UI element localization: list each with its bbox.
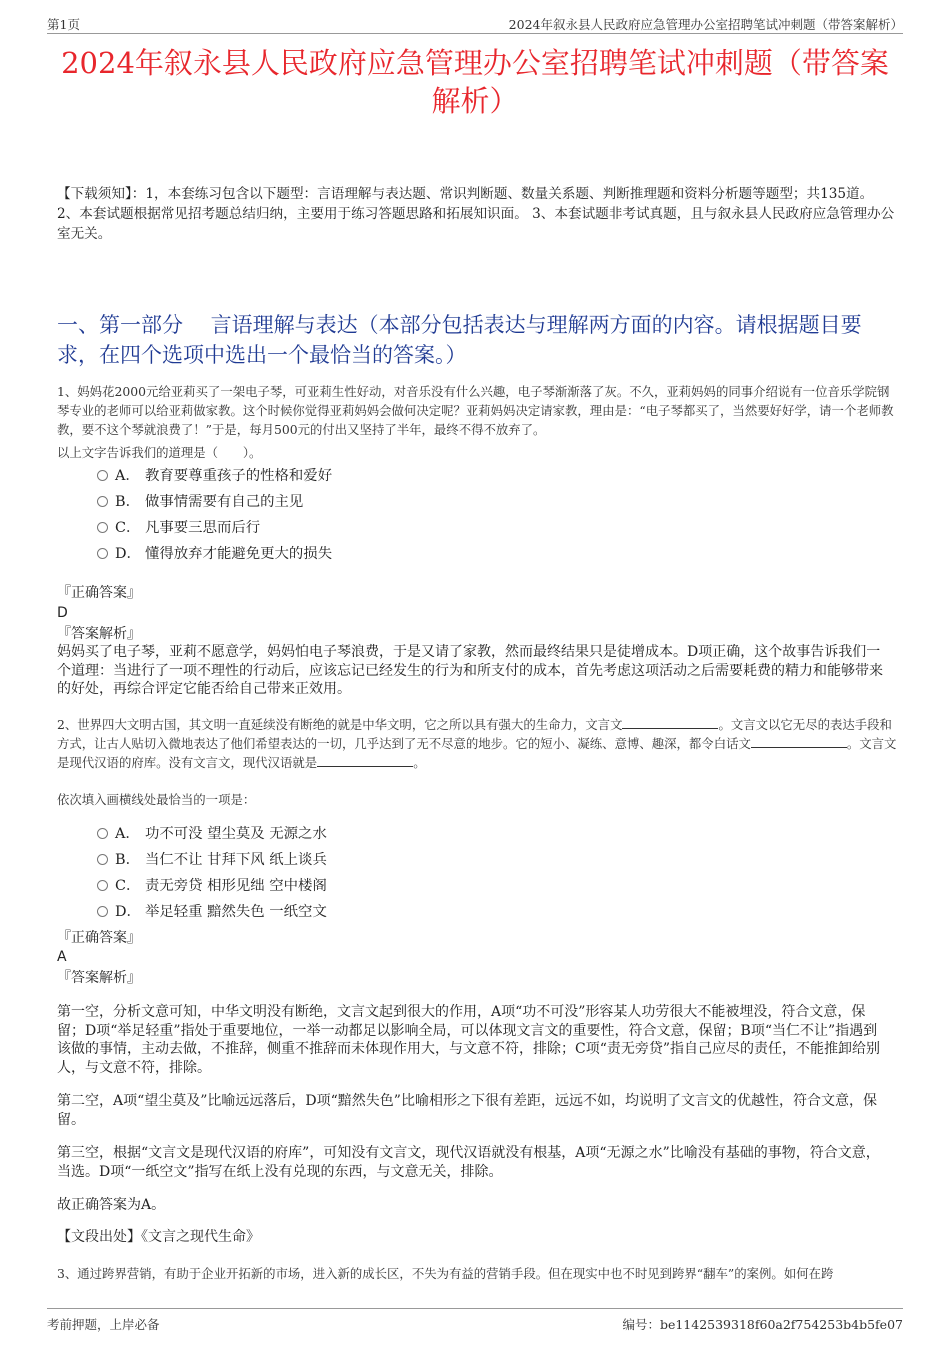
answer-value: A bbox=[57, 949, 67, 965]
document-page: 第1页 2024年叙永县人民政府应急管理办公室招聘笔试冲刺题（带答案解析） 2024年叙永县人民政府应急管理办公室招聘笔试冲刺题（带答案解析） 【下载须知】：1，本套练习包含以下题型：言语理解与表达题、常识判断题、数量关系题、判断推理题和资料分析题等题型；共135道。 2、本套试题根据常见招考题总结归纳，主要用于练习答题思路和拓展知识面。 3、本套试题非考试真题，且与叙永县人民政府应急管理办公室无关。 一、第一部分 言语理解与表达（本部分包括表达与理解两方面的内容。请根据题目要求，在四个选项中选出一个最恰当的答案。） 1、妈妈花2000元给亚莉买了一架电子琴，可亚莉生性好动，对音乐没有什么兴趣，电子琴渐渐落了灰。不久，亚莉妈妈的同事介绍说有一位音乐学院钢琴专业的老师可以给亚莉做家教。这个时候你觉得亚莉妈妈会做何决定呢？亚莉妈妈决定请家教，理由是：“电子琴都买了，当然要好好学，请一个老师教教，要不这个琴就浪费了！”于是，每月500元的付出又坚持了半年，最终不得不放弃了。 以上文字告诉我们的道理是（ ）。 A． 教育要尊重孩子的性格和爱好 B． 做事情需要有自己的主见 C． 凡事要三思而后行 D． 懂得放弃才能避免更大的损失 『正确答案』 D 『答案解析』 妈妈买了电子琴，亚莉不愿意学，妈妈怕电子琴浪费，于是又请了家教，然而最终结果只是徒增成本。D项正确，这个故事告诉我们一个道理：当进行了一项不理性的行动后，应该忘记已经发生的行为和所支付的成本，首先考虑这项活动之后需要耗费的精力和能够带来的好处，再综合评定它能否给自己带来正效用。 2、世界四大文明古国，其文明一直延续没有断绝的就是中华文明，它之所以具有强大的生命力，文言文 。文言文以它无尽的表达手段和方式，让古人贴切入微地表达了他们希望表达的一切，几乎达到了无不尽意的地步。它的短小、凝练、意博、趣深，都令白话文 。文言文是现代汉语的府库。没有文言文，现代汉语就是 。 依次填入画横线处最恰当的一项是： A． 功不可没 望尘莫及 无源之水 B． 当仁不让 甘拜下风 纸上谈兵 C． 责无旁贷 相形见绌 空中楼阁 D． 举足轻重 黯然失色 一纸空文 『正确答案』 A 『答案解析』 第一空，分析文意可知，中华文明没有断绝，文言文起到很大的作用，A项“功不可没”形容某人功劳很大不能被埋没，符合文意，保留；D项“举足轻重”指处于重要地位，一举一动都足以影响全局，可以体现文言文的重要性，符合文意，保留；B项“当仁不让”指遇到该做的事情，主动去做，不推辞，侧重不推辞而未体现作用大，与文意不符，排除；C项“责无旁贷”指自己应尽的责任，不能推卸给别人，与文意不符，排除。 第二空，A项“望尘莫及”比喻远远落后，D项“黯然失色”比喻相形之下很有差距，远远不如，均说明了文言文的优越性，符合文意，保留。 第三空，根据“文言文是现代汉语的府库”，可知没有文言文，现代汉语就没有根基，A项“无源之水”比喻没有基础的事物，符合文意，当选。D项“一纸空文”指写在纸上没有兑现的东西，与文意无关，排除。 故正确答案为A。 【文段出处】《文言之现代生命》 3、通过跨界营销，有助于企业开拓新的市场，进入新的成长区，不失为有益的营销手段。但在现实中也不时见到跨界“翻车”的案例。如何在跨 考前押题，上岸必备 编号：be1142539318f60a2f754253b4b5fe07 bbox=[0, 0, 950, 1345]
question-2-prompt: 依次填入画横线处最恰当的一项是： bbox=[57, 792, 256, 807]
answer-value: D bbox=[57, 605, 68, 621]
section-title: 一、第一部分 言语理解与表达（本部分包括表达与理解两方面的内容。请根据题目要求，在四个选项中选出一个最恰当的答案。） bbox=[57, 313, 862, 367]
source-citation: 【文段出处】《文言之现代生命》 bbox=[57, 1229, 260, 1245]
document-id: 编号：be1142539318f60a2f754253b4b5fe07 bbox=[622, 1317, 903, 1332]
page-footer bbox=[47, 1308, 903, 1331]
download-notice: 【下载须知】：1，本套练习包含以下题型：言语理解与表达题、常识判断题、数量关系题、判断推理题和资料分析题等题型；共135道。 2、本套试题根据常见招考题总结归纳，主要用于练习答题思路和拓展知识面。 3、本套试题非考试真题，且与叙永县人民政府应急管理办公室无关。 bbox=[57, 186, 895, 242]
header-doc-title: 2024年叙永县人民政府应急管理办公室招聘笔试冲刺题（带答案解析） bbox=[508, 17, 903, 32]
fill-blank bbox=[751, 735, 847, 748]
analysis-paragraph-3: 第三空，根据“文言文是现代汉语的府库”，可知没有文言文，现代汉语就没有根基，A项“无源之水”比喻没有基础的事物，符合文意，当选。D项“一纸空文”指写在纸上没有兑现的东西，与文意无关，排除。 bbox=[57, 1145, 880, 1180]
analysis-text: 妈妈买了电子琴，亚莉不愿意学，妈妈怕电子琴浪费，于是又请了家教，然而最终结果只是徒增成本。D项正确，这个故事告诉我们一个道理：当进行了一项不理性的行动后，应该忘记已经发生的行为和所支付的成本，首先考虑这项活动之后需要耗费的精力和能够带来的好处，再综合评定它能否给自己带来正效用。 bbox=[57, 644, 883, 697]
fill-blank bbox=[622, 716, 718, 729]
analysis-paragraph-2: 第二空，A项“望尘莫及”比喻远远落后，D项“黯然失色”比喻相形之下很有差距，远远不如，均说明了文言文的优越性，符合文意，保留。 bbox=[57, 1093, 877, 1128]
question-3-stem: 3、通过跨界营销，有助于企业开拓新的市场，进入新的成长区，不失为有益的营销手段。但在现实中也不时见到跨界“翻车”的案例。如何在跨 bbox=[57, 1266, 834, 1281]
analysis-heading: 『答案解析』 bbox=[57, 626, 141, 642]
footer-slogan: 考前押题，上岸必备 bbox=[47, 1317, 160, 1332]
question-2-stem: 2、世界四大文明古国，其文明一直延续没有断绝的就是中华文明，它之所以具有强大的生命力，文言文 。文言文以它无尽的表达手段和方式，让古人贴切入微地表达了他们希望表达的一切，几乎达到了无不尽意的地步。它的短小、凝练、意博、趣深，都令白话文 。文言文是现代汉语的府库。没有文言文，现代汉语就是 。 bbox=[57, 717, 897, 770]
page-number: 第1页 bbox=[47, 17, 80, 32]
analysis-paragraph-1: 第一空，分析文意可知，中华文明没有断绝，文言文起到很大的作用，A项“功不可没”形容某人功劳很大不能被埋没，符合文意，保留；D项“举足轻重”指处于重要地位，一举一动都足以影响全局，可以体现文言文的重要性，符合文意，保留；B项“当仁不让”指遇到该做的事情，主动去做，不推辞，侧重不推辞而未体现作用大，与文意不符，排除；C项“责无旁贷”指自己应尽的责任，不能推卸给别人，与文意不符，排除。 bbox=[57, 1004, 881, 1076]
answer-heading: 『正确答案』 bbox=[57, 585, 141, 601]
radio-icon[interactable] bbox=[97, 522, 108, 533]
question-1-prompt: 以上文字告诉我们的道理是（ ）。 bbox=[57, 445, 262, 460]
document-title: 2024年叙永县人民政府应急管理办公室招聘笔试冲刺题（带答案解析） bbox=[61, 46, 889, 118]
page-header bbox=[47, 13, 903, 34]
analysis-heading: 『答案解析』 bbox=[57, 970, 141, 986]
radio-icon[interactable] bbox=[97, 854, 108, 865]
radio-icon[interactable] bbox=[97, 496, 108, 507]
answer-heading: 『正确答案』 bbox=[57, 930, 141, 946]
question-1-stem: 1、妈妈花2000元给亚莉买了一架电子琴，可亚莉生性好动，对音乐没有什么兴趣，电子琴渐渐落了灰。不久，亚莉妈妈的同事介绍说有一位音乐学院钢琴专业的老师可以给亚莉做家教。这个时候你觉得亚莉妈妈会做何决定呢？亚莉妈妈决定请家教，理由是：“电子琴都买了，当然要好好学，请一个老师教教，要不这个琴就浪费了！”于是，每月500元的付出又坚持了半年，最终不得不放弃了。 bbox=[57, 384, 894, 437]
radio-icon[interactable] bbox=[97, 470, 108, 481]
radio-icon[interactable] bbox=[97, 828, 108, 839]
radio-icon[interactable] bbox=[97, 548, 108, 559]
radio-icon[interactable] bbox=[97, 906, 108, 917]
radio-icon[interactable] bbox=[97, 880, 108, 891]
analysis-conclusion: 故正确答案为A。 bbox=[57, 1197, 166, 1213]
fill-blank bbox=[317, 754, 413, 767]
